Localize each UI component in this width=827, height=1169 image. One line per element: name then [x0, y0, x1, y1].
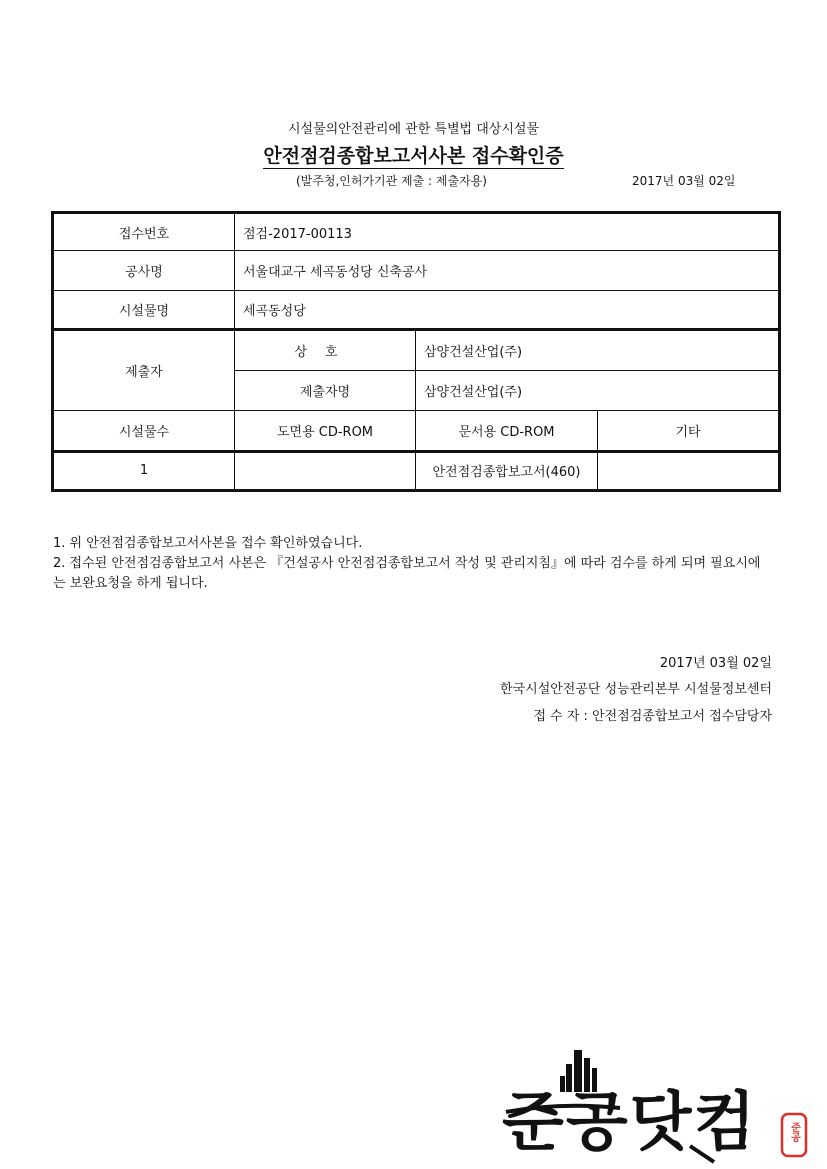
- doc-cd-label: 문서용 CD-ROM: [416, 411, 598, 451]
- receipt-table: [51, 211, 781, 492]
- confirmation-paragraph: 1. 위 안전점검종합보고서사본을 접수 확인하였습니다.: [53, 536, 363, 551]
- count-label: 시설물수: [53, 411, 235, 451]
- submitter-name-value: 삼양건설산업(주): [416, 370, 780, 410]
- receiver-line: 접 수 자 : 안전점검종합보고서 접수담당자: [533, 709, 772, 724]
- table-row: [53, 451, 780, 490]
- issue-date: 2017년 03월 02일: [632, 174, 736, 188]
- company-value: 삼양건설산업(주): [416, 330, 780, 370]
- table-row: [53, 330, 780, 370]
- drawing-cd-label: 도면용 CD-ROM: [235, 411, 416, 451]
- review-paragraph: 2. 접수된 안전점검종합보고서 사본은 『건설공사 안전점검종합보고서 작성 및 관리지침』에 따라 검수를 하게 되며 필요시에는 보완요청을 하게 됩니다.: [53, 556, 761, 591]
- footer-date: 2017년 03월 02일: [659, 656, 772, 671]
- facility-label: 시설물명: [53, 290, 235, 329]
- submitter-name-label: 제출자명: [235, 370, 416, 410]
- seal-stamp: [782, 1114, 806, 1156]
- receipt-no-label: 접수번호: [53, 213, 235, 251]
- count-value: 1: [53, 451, 235, 490]
- document-subtitle: 시설물의안전관리에 관한 특별법 대상시설물: [288, 122, 539, 137]
- company-label: 상호: [235, 330, 416, 370]
- receipt-no-value: 점검-2017-00113: [235, 213, 780, 251]
- project-label: 공사명: [53, 251, 235, 290]
- facility-value: 세곡동성당: [235, 290, 780, 329]
- svg-text:준공: 준공: [788, 1122, 800, 1142]
- logo-text: 준공닷컴: [502, 1086, 758, 1160]
- etc-value: [598, 451, 780, 490]
- table-row: [53, 251, 780, 290]
- submission-note: (발주청,인허가기관 제출 : 제출자용): [296, 174, 487, 188]
- document-title: 안전점검종합보고서사본 접수확인증: [263, 145, 564, 167]
- submitter-label: 제출자: [53, 330, 235, 411]
- project-value: 서울대교구 세곡동성당 신축공사: [235, 251, 780, 290]
- doc-cd-value: 안전점검종합보고서(460): [416, 451, 598, 490]
- drawing-cd-value: [235, 451, 416, 490]
- table-row: [53, 411, 780, 451]
- table-row: [53, 290, 780, 329]
- etc-label: 기타: [598, 411, 780, 451]
- issuing-organization: 한국시설안전공단 성능관리본부 시설물정보센터: [500, 682, 772, 697]
- table-row: [53, 213, 780, 251]
- brand-logo: [500, 1042, 810, 1168]
